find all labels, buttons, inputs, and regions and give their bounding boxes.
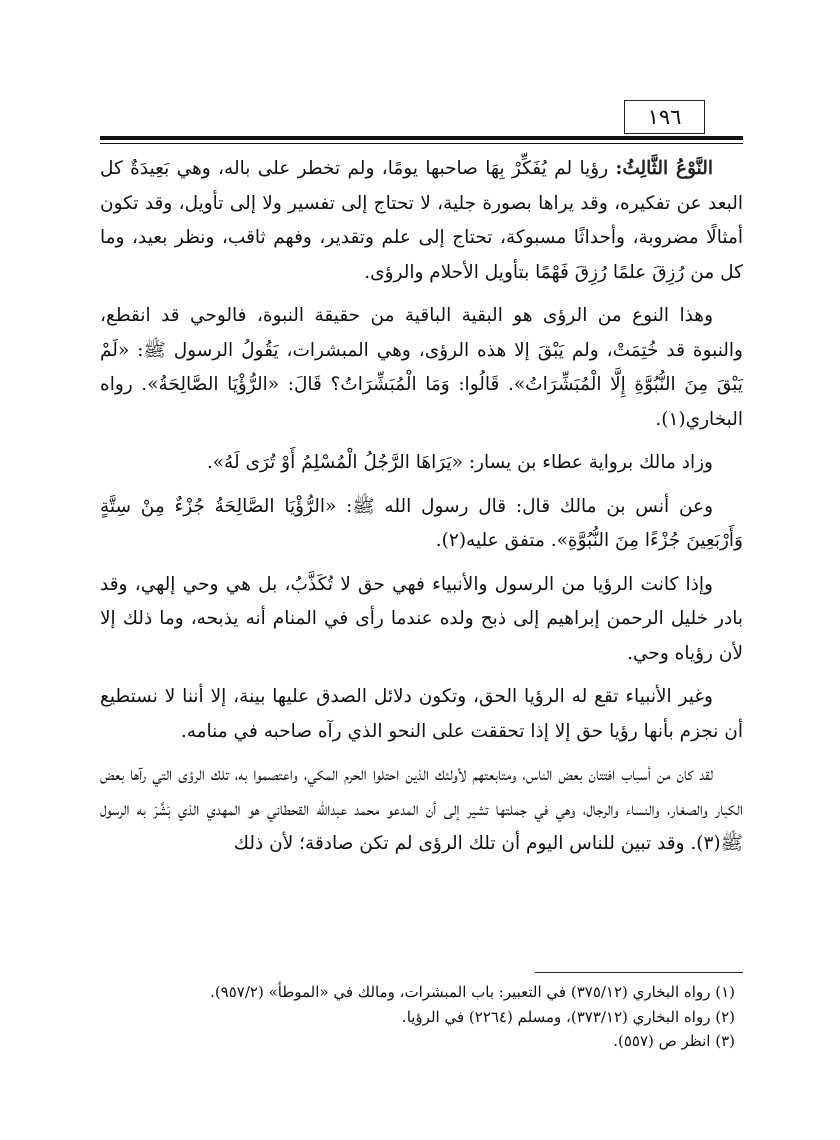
footnote: (١) رواه البخاري (٣٧٥/١٢) في التعبير: باب المبشرات، ومالك في «الموطأ» (٩٥٧/٢). (210, 983, 735, 1001)
paragraph: وزاد مالك برواية عطاء بن يسار: «يَرَاهَا الرَّجُلُ الْمُسْلِمُ أَوْ تُرَى لَهُ». (206, 452, 713, 473)
paragraph: وإذا كانت الرؤيا من الرسول والأنبياء فهي حق لا تُكَذَّبُ، بل هي وحي إلهي، وقد بادر خليل الرحمن إبراهيم إلى ذبح ولده عندما رأى في المنام أنه يذبحه، وما ذلك إلا لأن رؤياه وحي. (100, 573, 743, 664)
header-rule-thick (100, 136, 743, 140)
page-number: ١٩٦ (647, 105, 682, 129)
paragraph: وعن أنس بن مالك قال: قال رسول الله ﷺ: «الرُّؤْيَا الصَّالِحَةُ جُزْءٌ مِنْ سِتَّةٍ وَأَرْبَعِينَ جُزْءًا مِنَ النُّبُوَّةِ». متفق عليه(٢). (100, 495, 743, 551)
header-rule-thin (100, 143, 743, 144)
paragraph: وهذا النوع من الرؤى هو البقية الباقية من حقيقة النبوة، فالوحي قد انقطع، والنبوة قد خُتِمَتْ، ولم يَبْقَ إلا هذه الرؤى، وهي المبشرات، يَقُولُ الرسول ﷺ: «لَمْ يَبْقَ مِنَ النُّبُوَّةِ إِلَّا الْمُبَشِّرَاتُ». قَالُوا: وَمَا الْمُبَشِّرَاتُ؟ قَالَ: «الرُّؤْيَا الصَّالِحَةُ». رواه البخاري(١). (100, 305, 743, 430)
footnote: (٢) رواه البخاري (٣٧٣/١٢)، ومسلم (٢٢٦٤) في الرؤيا. (401, 1007, 735, 1026)
footnotes (100, 980, 735, 1054)
footnote-divider (535, 972, 743, 973)
paragraph: النَّوْعُ الثَّالِثُ: رؤيا لم يُفَكِّرْ بِهَا صاحبها يومًا، ولم تخطر على باله، وهي بَعِيدَةٌ كل البعد عن تفكيره، وقد يراها بصورة جلية، لا تحتاج إلى تفسير ولا إلى تأويل، وقد تكون أمثالًا مضروبة، وأحداثًا مسبوكة، تحتاج إلى علم وتقدير، وفهم ثاقب، ونظر بعيد، وما كل من رُزِقَ علمًا رُزِقَ فَهْمًا بتأويل الأحلام والرؤى. (100, 158, 743, 283)
page-number-box (624, 100, 705, 134)
footnote: (٣) انظر ص (٥٥٧). (613, 1032, 735, 1050)
paragraph: وغير الأنبياء تقع له الرؤيا الحق، وتكون دلائل الصدق عليها بينة، إلا أننا لا نستطيع أن نجزم بأنها رؤيا حق إلا إذا تحققت على النحو الذي رآه صاحبه في منامه. (100, 686, 743, 742)
paragraph: لقد كان من أسباب افتتان بعض الناس، ومتابعتهم لأولئك الذين احتلوا الحرم المكي، واعتصموا به، تلك الرؤى التي رآها بعض الكبار والصغار، والنساء والرجال، وهي في جملتها تشير إلى أن المدعو محمد عبدالله القحطاني هو المهدي الذي بَشَّرَ به الرسول ﷺ(٣). وقد تبين للناس اليوم أن تلك الرؤى لم تكن صادقة؛ لأن ذلك (100, 764, 743, 854)
body-text (100, 152, 743, 862)
section-heading: النَّوْعُ الثَّالِثُ: (615, 158, 713, 179)
